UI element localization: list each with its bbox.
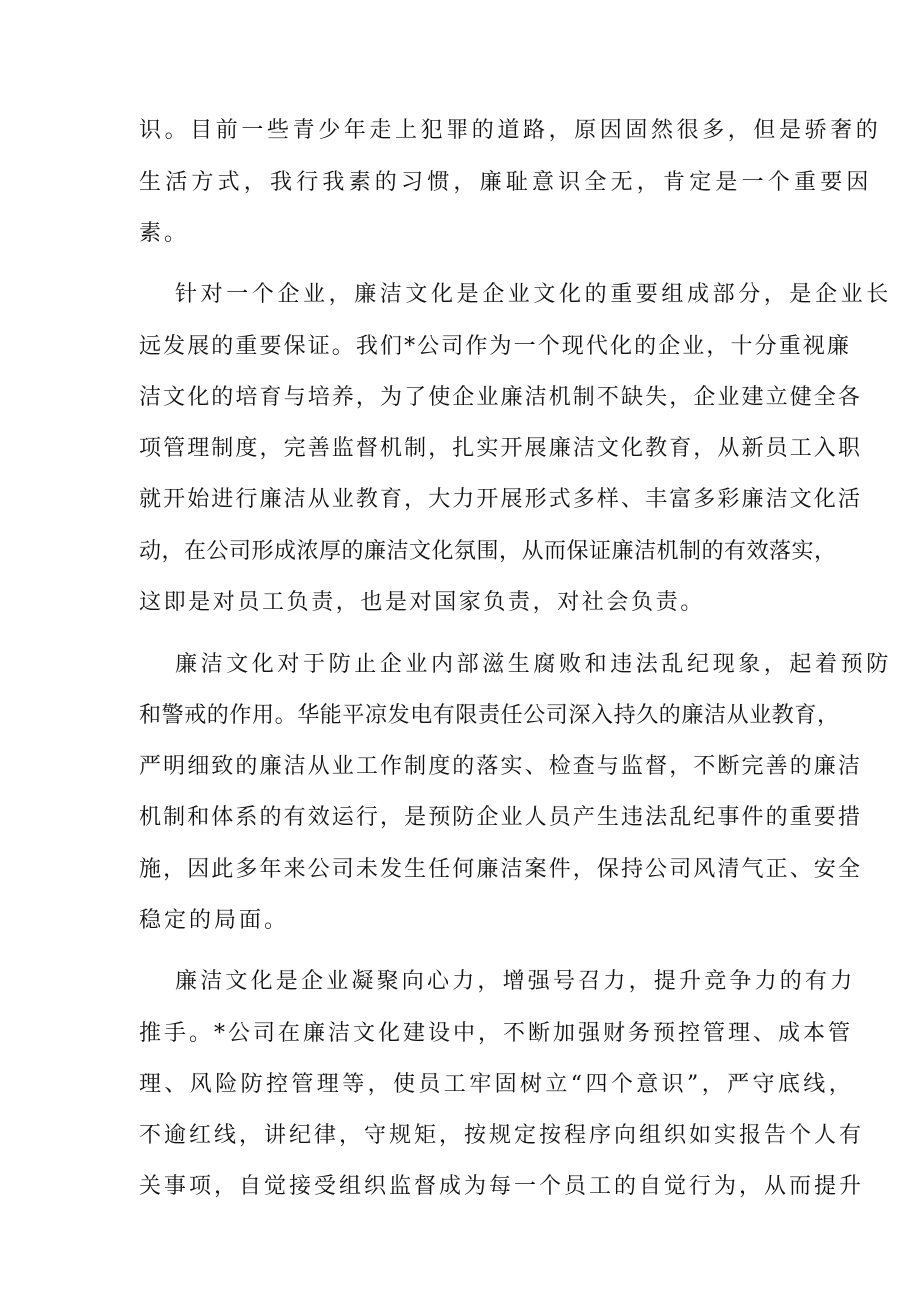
- paragraph-2-line-6: 动，在公司形成浓厚的廉洁文化氛围，从而保证廉洁机制的有效落实，: [139, 539, 837, 564]
- paragraph-4-line-5: 关事项，自觉接受组织监督成为每一个员工的自觉行为，从而提升: [139, 1174, 865, 1199]
- paragraph-3-line-6: 稳定的局面。: [139, 908, 290, 933]
- paragraph-2-line-3: 洁文化的培育与培养，为了使企业廉洁机制不缺失，企业建立健全各: [139, 385, 863, 410]
- paragraph-3-line-2: 和警戒的作用。华能平凉发电有限责任公司深入持久的廉洁从业教育，: [139, 703, 840, 728]
- paragraph-4-line-1: 廉洁文化是企业凝聚向心力，增强号召力，提升竞争力的有力: [175, 969, 856, 994]
- paragraph-2-line-4: 项管理制度，完善监督机制，扎实开展廉洁文化教育，从新员工入职: [139, 436, 863, 461]
- paragraph-3-line-5: 施，因此多年来公司未发生任何廉洁案件，保持公司风清气正、安全: [139, 857, 863, 882]
- paragraph-3-line-4: 机制和体系的有效运行，是预防企业人员产生违法乱纪事件的重要措: [139, 805, 863, 830]
- paragraph-4-line-3: 理、风险防控管理等，使员工牢固树立“四个意识”，严守底线，: [139, 1072, 855, 1097]
- paragraph-2-line-2: 远发展的重要保证。我们*公司作为一个现代化的企业，十分重视廉: [139, 334, 852, 359]
- paragraph-2-line-7: 这即是对员工负责，也是对国家负责，对社会负责。: [139, 590, 705, 615]
- paragraph-2-line-5: 就开始进行廉洁从业教育，大力开展形式多样、丰富多彩廉洁文化活: [139, 487, 863, 512]
- paragraph-3-line-1: 廉洁文化对于防止企业内部滋生腐败和违法乱纪现象，起着预防: [175, 652, 892, 677]
- paragraph-4-line-4: 不逾红线，讲纪律，守规矩，按规定按程序向组织如实报告个人有: [139, 1123, 865, 1148]
- paragraph-1-line-1: 识。目前一些青少年走上犯罪的道路，原因固然很多，但是骄奢的: [139, 118, 882, 143]
- paragraph-2-line-1: 针对一个企业，廉洁文化是企业文化的重要组成部分，是企业长: [175, 282, 892, 307]
- paragraph-4-line-2: 推手。*公司在廉洁文化建设中，不断加强财务预控管理、成本管: [139, 1021, 854, 1046]
- paragraph-1-line-3: 素。: [139, 221, 190, 246]
- paragraph-1-line-2: 生活方式，我行我素的习惯，廉耻意识全无，肯定是一个重要因: [139, 170, 873, 195]
- paragraph-3-line-3: 严明细致的廉洁从业工作制度的落实、检查与监督，不断完善的廉洁: [139, 754, 863, 779]
